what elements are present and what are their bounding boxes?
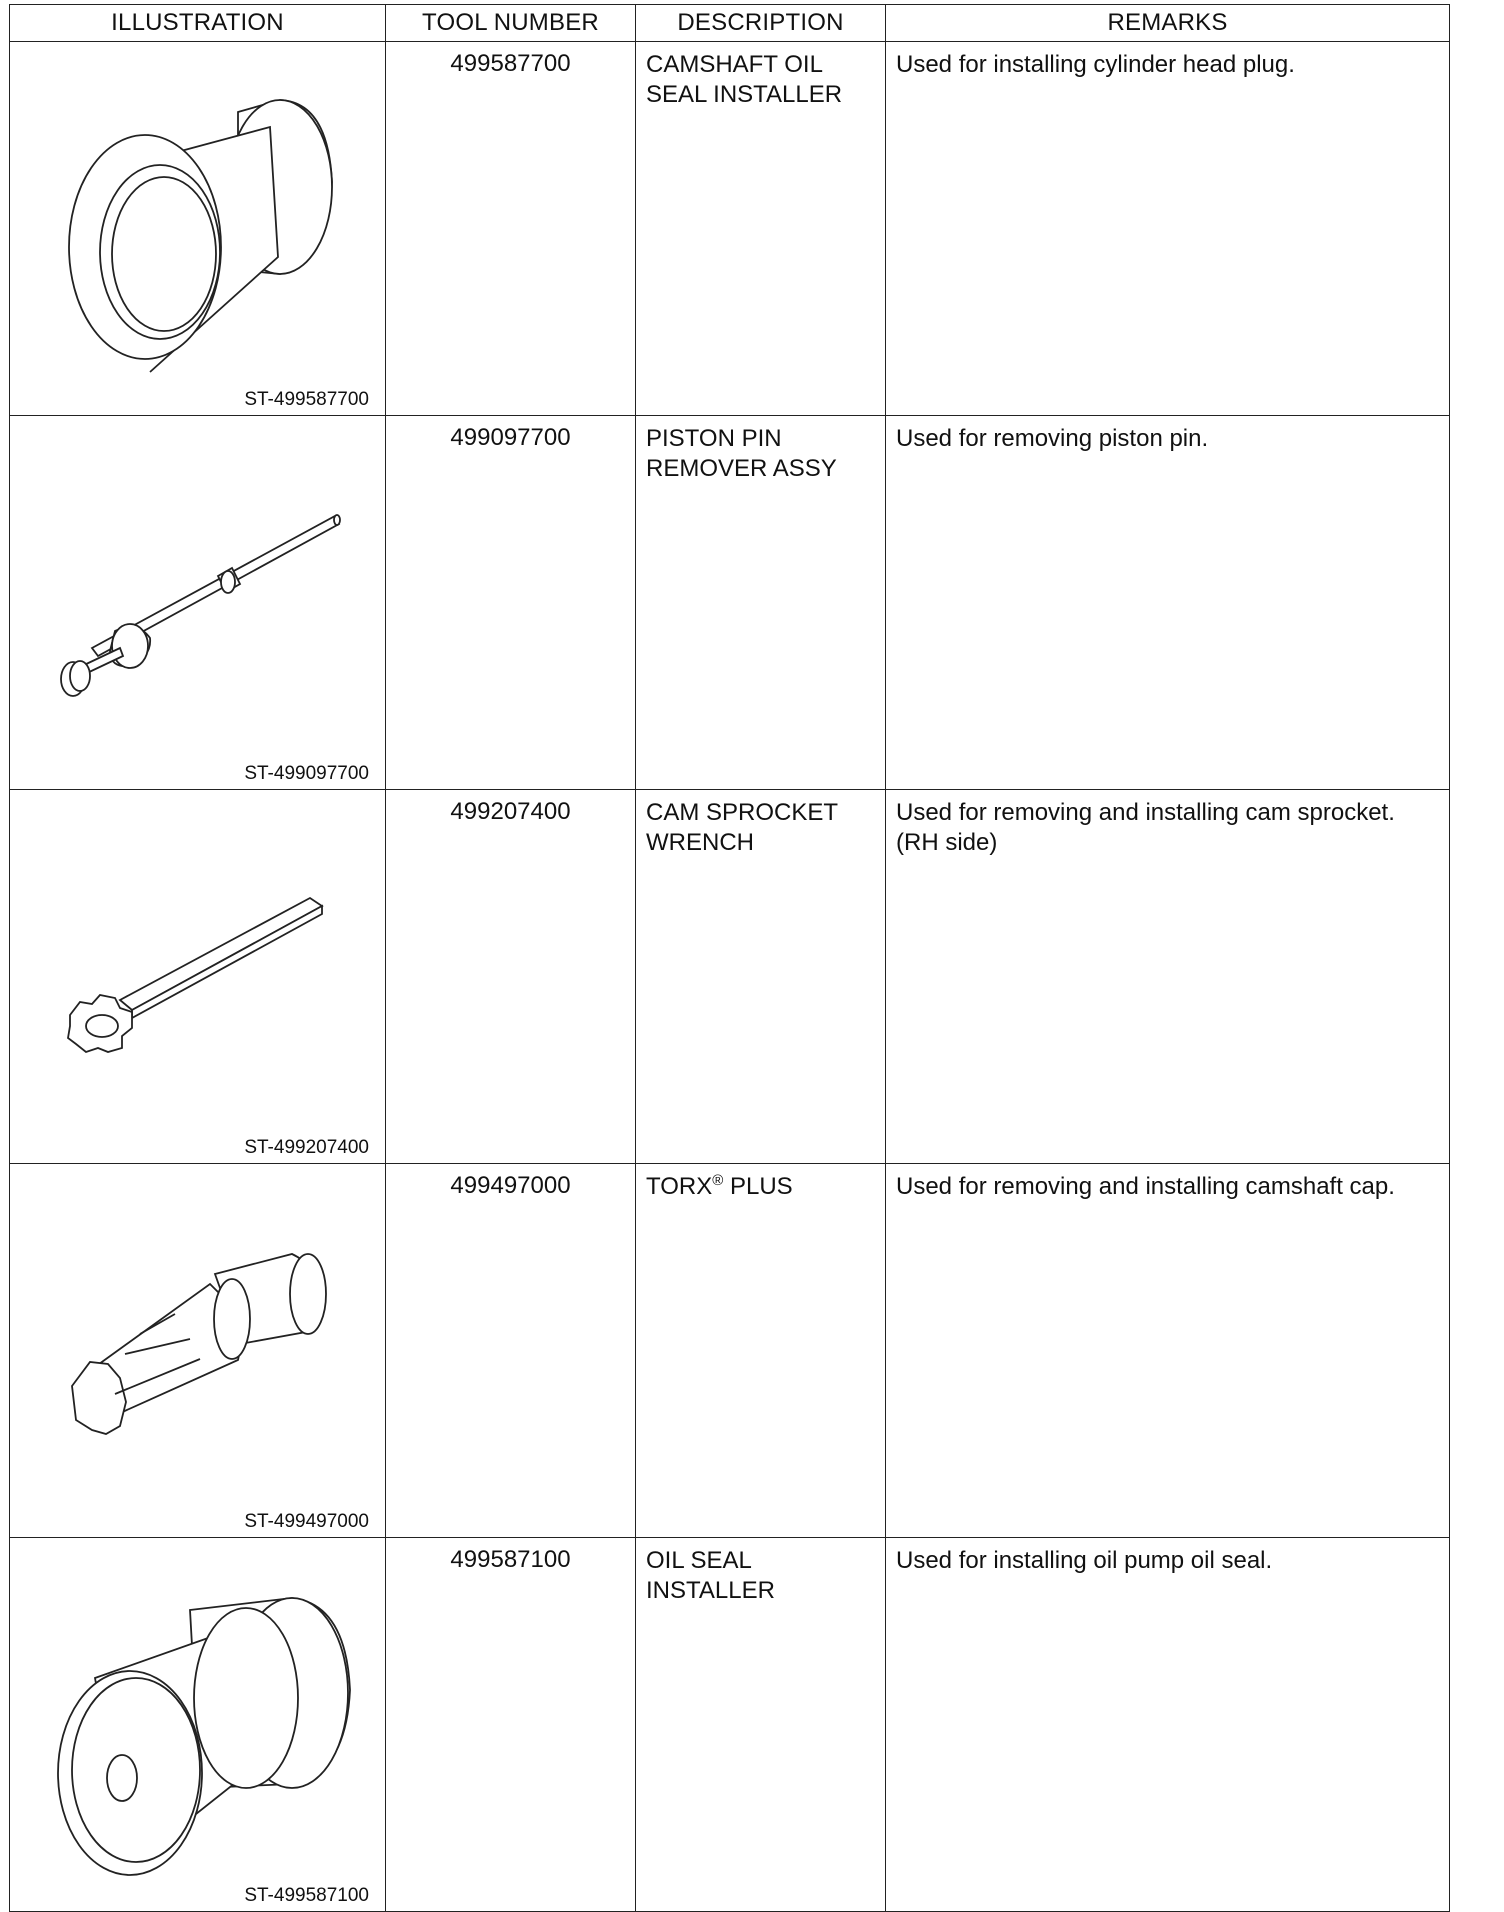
- illustration-code: ST-499587100: [244, 1885, 369, 1906]
- remarks-line: Used for removing and installing cam sprocket.: [896, 799, 1395, 826]
- description: [636, 790, 886, 1164]
- sprocket-wrench-icon: [10, 790, 386, 1155]
- remarks: [886, 1538, 1450, 1912]
- illustration-code: ST-499587700: [244, 389, 369, 410]
- table-row: [10, 1538, 1450, 1912]
- header-remarks: REMARKS: [886, 5, 1450, 42]
- remarks: [886, 790, 1450, 1164]
- table-row: [10, 42, 1450, 416]
- description: [636, 42, 886, 416]
- header-row: [10, 5, 1450, 42]
- description-line: CAMSHAFT OIL: [646, 51, 823, 78]
- registered-mark: ®: [712, 1172, 724, 1189]
- special-tools-table: [9, 4, 1450, 1912]
- piston-pin-remover-icon: [10, 416, 386, 781]
- torx-bit-icon: [10, 1164, 386, 1529]
- remarks-line: Used for installing cylinder head plug.: [896, 51, 1295, 78]
- description-line: INSTALLER: [646, 1577, 775, 1604]
- tool-number: 499097700: [386, 416, 636, 790]
- remarks-line: Used for removing and installing camshaft cap.: [896, 1173, 1395, 1200]
- description-line: SEAL INSTALLER: [646, 81, 843, 108]
- seal-installer-icon: [10, 42, 386, 407]
- description: [636, 1164, 886, 1538]
- illustration-cell: [10, 1538, 386, 1912]
- table-row: [10, 790, 1450, 1164]
- tool-number: 499497000: [386, 1164, 636, 1538]
- illustration-cell: [10, 1164, 386, 1538]
- illustration-cell: [10, 416, 386, 790]
- description-line: OIL SEAL: [646, 1547, 752, 1574]
- description-suffix: PLUS: [723, 1173, 793, 1200]
- description-line: WRENCH: [646, 829, 754, 856]
- illustration-cell: [10, 790, 386, 1164]
- header-description: DESCRIPTION: [636, 5, 886, 42]
- remarks: [886, 416, 1450, 790]
- description-line: [646, 1172, 875, 1202]
- description-line: REMOVER ASSY: [646, 455, 837, 482]
- table-row: [10, 1164, 1450, 1538]
- illustration-code: ST-499207400: [244, 1137, 369, 1158]
- header-illustration: ILLUSTRATION: [10, 5, 386, 42]
- remarks-line: (RH side): [896, 829, 998, 856]
- description: [636, 416, 886, 790]
- description: [636, 1538, 886, 1912]
- illustration-code: ST-499097700: [244, 763, 369, 784]
- illustration-cell: [10, 42, 386, 416]
- tool-number: 499587700: [386, 42, 636, 416]
- table-row: [10, 416, 1450, 790]
- tool-number: 499207400: [386, 790, 636, 1164]
- remarks-line: Used for removing piston pin.: [896, 425, 1209, 452]
- illustration-code: ST-499497000: [244, 1511, 369, 1532]
- header-tool-number: TOOL NUMBER: [386, 5, 636, 42]
- tool-number: 499587100: [386, 1538, 636, 1912]
- description-text: TORX: [646, 1173, 713, 1200]
- remarks-line: Used for installing oil pump oil seal.: [896, 1547, 1273, 1574]
- remarks: [886, 1164, 1450, 1538]
- remarks: [886, 42, 1450, 416]
- description-line: PISTON PIN: [646, 425, 782, 452]
- description-line: CAM SPROCKET: [646, 799, 839, 826]
- oil-seal-installer-icon: [10, 1538, 386, 1903]
